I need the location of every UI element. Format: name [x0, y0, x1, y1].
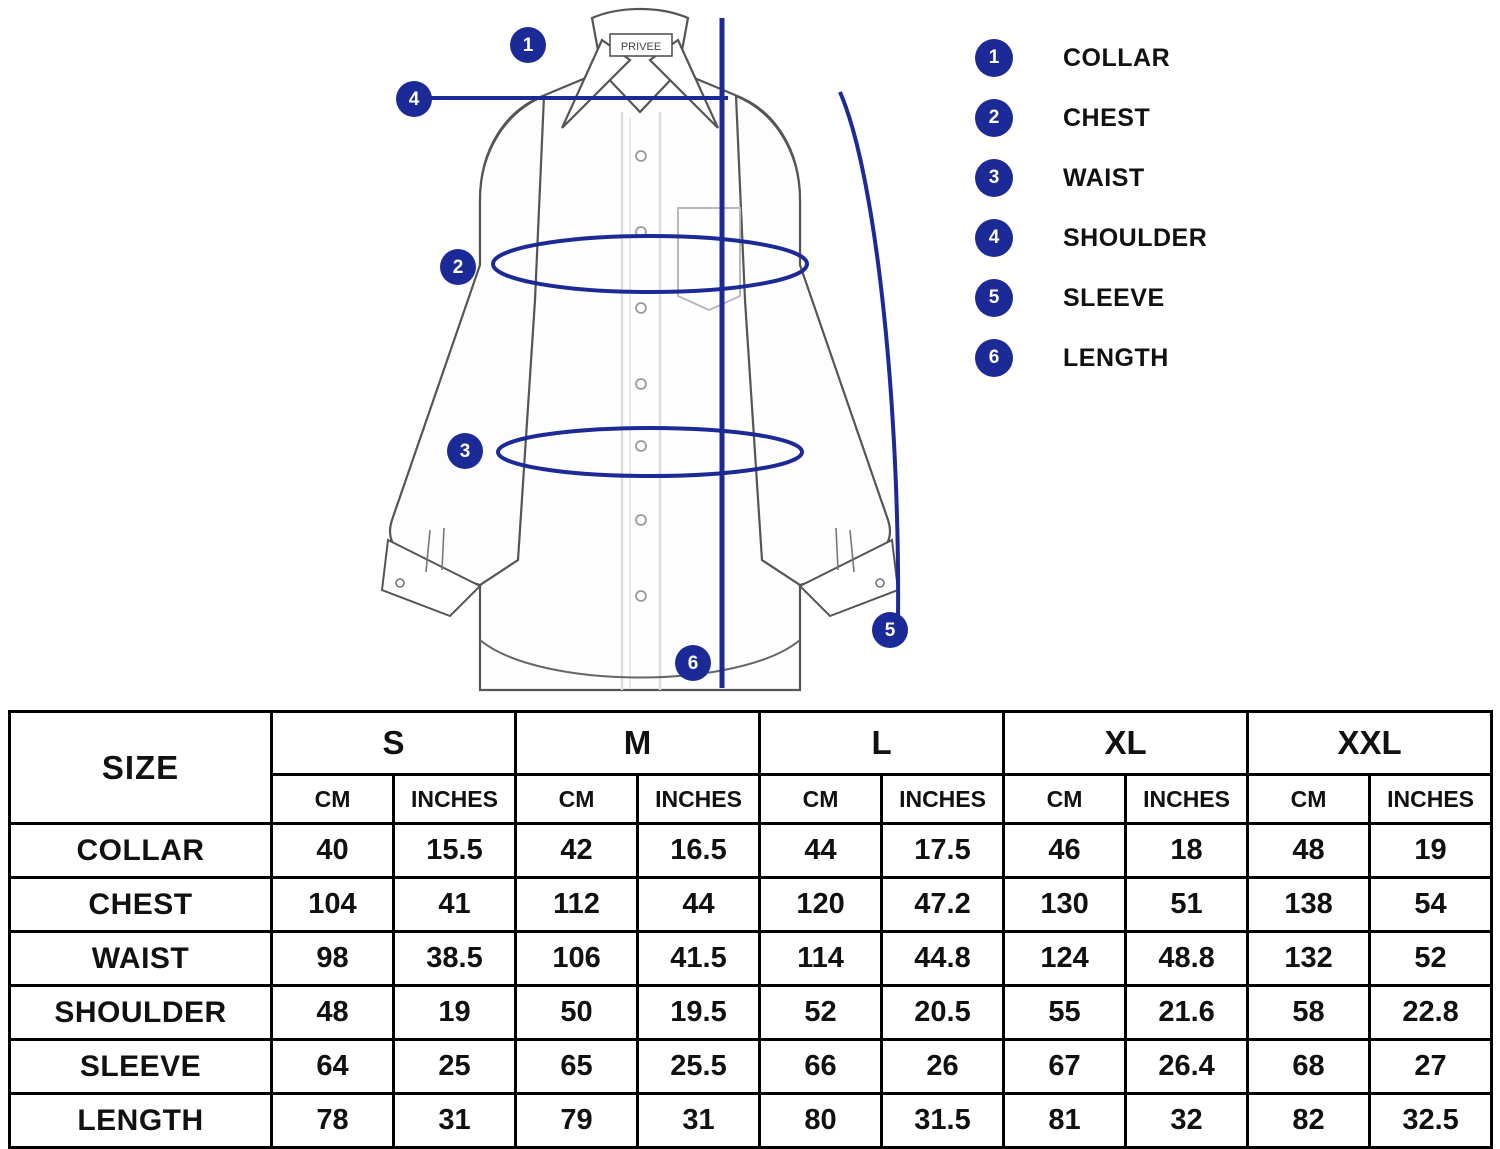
header-unit-m-cm: CM — [516, 775, 638, 824]
table-row — [10, 1040, 1492, 1094]
cell-length-xxl-in: 32.5 — [1370, 1094, 1492, 1148]
cell-collar-xxl-in: 19 — [1370, 824, 1492, 878]
cell-length-m-cm: 79 — [516, 1094, 638, 1148]
svg-text:PRIVEE: PRIVEE — [620, 41, 662, 53]
cell-sleeve-xxl-in: 27 — [1370, 1040, 1492, 1094]
cell-waist-m-in: 41.5 — [638, 932, 760, 986]
cell-shoulder-l-cm: 52 — [760, 986, 882, 1040]
table-head — [10, 712, 1492, 824]
cell-waist-xl-in: 48.8 — [1126, 932, 1248, 986]
cell-length-xl-in: 32 — [1126, 1094, 1248, 1148]
cell-waist-xxl-in: 52 — [1370, 932, 1492, 986]
cell-sleeve-l-cm: 66 — [760, 1040, 882, 1094]
header-unit-m-in: INCHES — [638, 775, 760, 824]
table-row — [10, 986, 1492, 1040]
cell-sleeve-xxl-cm: 68 — [1248, 1040, 1370, 1094]
marker-waist: 3 — [447, 433, 483, 469]
cell-waist-l-in: 44.8 — [882, 932, 1004, 986]
cell-length-s-in: 31 — [394, 1094, 516, 1148]
cell-collar-s-in: 15.5 — [394, 824, 516, 878]
cell-collar-xl-in: 18 — [1126, 824, 1248, 878]
cell-collar-xxl-cm: 48 — [1248, 824, 1370, 878]
cell-chest-xxl-in: 54 — [1370, 878, 1492, 932]
cell-chest-xl-cm: 130 — [1004, 878, 1126, 932]
header-unit-xxl-cm: CM — [1248, 775, 1370, 824]
table-header-row-sizes — [10, 712, 1492, 775]
cell-sleeve-s-cm: 64 — [272, 1040, 394, 1094]
legend-badge-3: 3 — [975, 159, 1013, 197]
cell-sleeve-xl-in: 26.4 — [1126, 1040, 1248, 1094]
marker-length: 6 — [675, 645, 711, 681]
cell-chest-l-cm: 120 — [760, 878, 882, 932]
legend-label-waist: WAIST — [1063, 163, 1145, 192]
header-unit-s-cm: CM — [272, 775, 394, 824]
cell-length-s-cm: 78 — [272, 1094, 394, 1148]
table-row — [10, 1094, 1492, 1148]
legend-badge-5: 5 — [975, 279, 1013, 317]
marker-shoulder: 4 — [396, 81, 432, 117]
legend-label-length: LENGTH — [1063, 343, 1169, 372]
header-size: SIZE — [10, 712, 272, 824]
legend-item-sleeve — [975, 268, 1355, 328]
legend-label-shoulder: SHOULDER — [1063, 223, 1208, 252]
cell-length-m-in: 31 — [638, 1094, 760, 1148]
table-body — [10, 824, 1492, 1148]
cell-length-l-cm: 80 — [760, 1094, 882, 1148]
cell-chest-xxl-cm: 138 — [1248, 878, 1370, 932]
cell-chest-xl-in: 51 — [1126, 878, 1248, 932]
cell-collar-s-cm: 40 — [272, 824, 394, 878]
header-unit-xl-cm: CM — [1004, 775, 1126, 824]
header-size-xl: XL — [1004, 712, 1248, 775]
cell-waist-s-cm: 98 — [272, 932, 394, 986]
legend-item-waist — [975, 148, 1355, 208]
cell-collar-xl-cm: 46 — [1004, 824, 1126, 878]
row-label-length: LENGTH — [10, 1094, 272, 1148]
legend-badge-1: 1 — [975, 39, 1013, 77]
cell-shoulder-xxl-in: 22.8 — [1370, 986, 1492, 1040]
cell-sleeve-xl-cm: 67 — [1004, 1040, 1126, 1094]
legend-item-chest — [975, 88, 1355, 148]
header-size-l: L — [760, 712, 1004, 775]
marker-sleeve: 5 — [872, 612, 908, 648]
cell-shoulder-m-cm: 50 — [516, 986, 638, 1040]
row-label-collar: COLLAR — [10, 824, 272, 878]
legend-badge-4: 4 — [975, 219, 1013, 257]
header-size-m: M — [516, 712, 760, 775]
row-label-waist: WAIST — [10, 932, 272, 986]
cell-sleeve-l-in: 26 — [882, 1040, 1004, 1094]
cell-shoulder-m-in: 19.5 — [638, 986, 760, 1040]
cell-chest-s-in: 41 — [394, 878, 516, 932]
cell-sleeve-s-in: 25 — [394, 1040, 516, 1094]
legend-item-collar — [975, 28, 1355, 88]
legend-badge-2: 2 — [975, 99, 1013, 137]
size-table-wrapper — [8, 710, 1492, 1149]
cell-shoulder-xxl-cm: 58 — [1248, 986, 1370, 1040]
cell-length-xxl-cm: 82 — [1248, 1094, 1370, 1148]
cell-shoulder-l-in: 20.5 — [882, 986, 1004, 1040]
cell-waist-xxl-cm: 132 — [1248, 932, 1370, 986]
header-unit-l-in: INCHES — [882, 775, 1004, 824]
cell-length-xl-cm: 81 — [1004, 1094, 1126, 1148]
header-size-s: S — [272, 712, 516, 775]
cell-shoulder-xl-in: 21.6 — [1126, 986, 1248, 1040]
cell-waist-s-in: 38.5 — [394, 932, 516, 986]
header-size-xxl: XXL — [1248, 712, 1492, 775]
cell-collar-m-cm: 42 — [516, 824, 638, 878]
marker-collar: 1 — [510, 27, 546, 63]
cell-length-l-in: 31.5 — [882, 1094, 1004, 1148]
cell-chest-m-in: 44 — [638, 878, 760, 932]
cell-collar-m-in: 16.5 — [638, 824, 760, 878]
cell-chest-m-cm: 112 — [516, 878, 638, 932]
legend-item-length — [975, 328, 1355, 388]
size-table — [8, 710, 1493, 1149]
cell-shoulder-s-in: 19 — [394, 986, 516, 1040]
cell-chest-l-in: 47.2 — [882, 878, 1004, 932]
legend — [975, 28, 1355, 388]
cell-shoulder-s-cm: 48 — [272, 986, 394, 1040]
row-label-sleeve: SLEEVE — [10, 1040, 272, 1094]
marker-chest: 2 — [440, 249, 476, 285]
legend-item-shoulder — [975, 208, 1355, 268]
legend-label-sleeve: SLEEVE — [1063, 283, 1165, 312]
header-unit-xxl-in: INCHES — [1370, 775, 1492, 824]
cell-chest-s-cm: 104 — [272, 878, 394, 932]
legend-badge-6: 6 — [975, 339, 1013, 377]
table-row — [10, 932, 1492, 986]
cell-waist-xl-cm: 124 — [1004, 932, 1126, 986]
cell-waist-m-cm: 106 — [516, 932, 638, 986]
header-unit-xl-in: INCHES — [1126, 775, 1248, 824]
table-row — [10, 878, 1492, 932]
cell-waist-l-cm: 114 — [760, 932, 882, 986]
row-label-shoulder: SHOULDER — [10, 986, 272, 1040]
header-unit-s-in: INCHES — [394, 775, 516, 824]
cell-sleeve-m-in: 25.5 — [638, 1040, 760, 1094]
header-unit-l-cm: CM — [760, 775, 882, 824]
cell-shoulder-xl-cm: 55 — [1004, 986, 1126, 1040]
cell-collar-l-in: 17.5 — [882, 824, 1004, 878]
cell-collar-l-cm: 44 — [760, 824, 882, 878]
legend-label-chest: CHEST — [1063, 103, 1151, 132]
cell-sleeve-m-cm: 65 — [516, 1040, 638, 1094]
row-label-chest: CHEST — [10, 878, 272, 932]
table-row — [10, 824, 1492, 878]
legend-label-collar: COLLAR — [1063, 43, 1171, 72]
